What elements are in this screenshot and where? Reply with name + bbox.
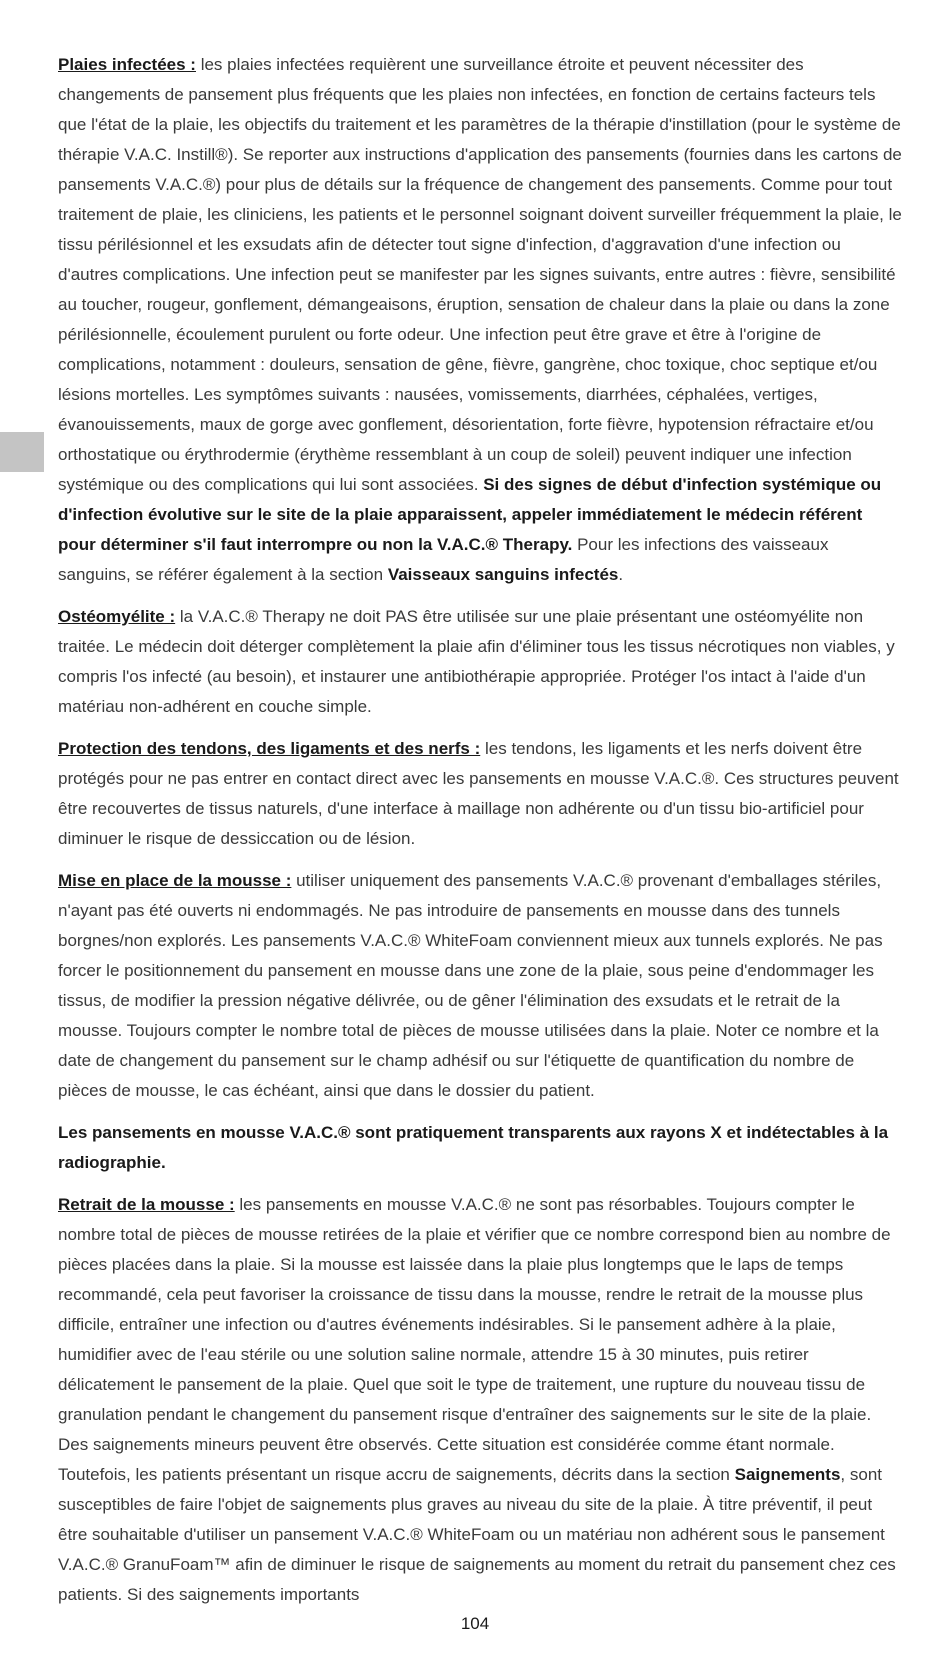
warning-systemic-infection: Si des signes de début d'infection systémique ou d'infection évolutive sur le site de la plaie apparaissent, appeler immédiatement le médecin référent pour déterminer s'il faut interrompre ou non la V.A.C.® Therapy. <box>58 475 882 554</box>
paragraph-osteomyelitis <box>58 602 904 722</box>
heading-foam-placement: Mise en place de la mousse : <box>58 871 292 890</box>
reference-bleeding: Saignements <box>734 1465 841 1484</box>
heading-infected-wounds: Plaies infectées : <box>58 55 196 74</box>
text-infected-wounds-1: les plaies infectées requièrent une surveillance étroite et peuvent nécessiter des changements de pansement plus fréquents que les plaies non infectées, en fonction de certains facteurs tels que l'état de la plaie, les objectifs du traitement et les paramètres de la thérapie d'instillation (pour le système de thérapie V.A.C. Instill®). Se reporter aux instructions d'application des pansements (fournies dans les cartons de pansements V.A.C.®) pour plus de détails sur la fréquence de changement des pansements. Comme pour tout traitement de plaie, les cliniciens, les patients et le personnel soignant doivent surveiller fréquemment la plaie, le tissu périlésionnel et les exsudats afin de détecter tout signe d'infection, d'aggravation d'une infection ou d'autres complications. Une infection peut se manifester par les signes suivants, entre autres : fièvre, sensibilité au toucher, rougeur, gonflement, démangeaisons, éruption, sensation de chaleur dans la plaie ou dans la zone périlésionnelle, écoulement purulent ou forte odeur. Une infection peut être grave et être à l'origine de complications, notamment : douleurs, sensation de gêne, fièvre, gangrène, choc toxique, choc septique et/ou lésions mortelles. Les symptômes suivants : nausées, vomissements, diarrhées, céphalées, vertiges, évanouissements, maux de gorge avec gonflement, désorientation, forte fièvre, hypotension réfractaire et/ou orthostatique ou érythrodermie (érythème ressemblant à un coup de soleil) peuvent indiquer une infection systémique ou des complications qui lui sont associées. <box>58 55 902 494</box>
section-tab-marker <box>0 432 44 472</box>
paragraph-radiography <box>58 1118 904 1178</box>
text-foam-removal-2: , sont susceptibles de faire l'objet de saignements plus graves au niveau du site de la plaie. À titre préventif, il peut être souhaitable d'utiliser un pansement V.A.C.® WhiteFoam ou un matériau non adhérent sous le pansement V.A.C.® GranuFoam™ afin de diminuer le risque de saignements au moment du retrait du pansement chez ces patients. Si des saignements importants <box>58 1465 896 1604</box>
page-number: 104 <box>460 1614 490 1633</box>
text-osteomyelitis: la V.A.C.® Therapy ne doit PAS être utilisée sur une plaie présentant une ostéomyélite non traitée. Le médecin doit déterger complètement la plaie afin d'éliminer tous les tissus nécrotiques non viables, y compris l'os infecté (au besoin), et instaurer une antibiothérapie appropriée. Protéger l'os intact à l'aide d'un matériau non-adhérent en couche simple. <box>58 607 895 716</box>
reference-infected-blood-vessels: Vaisseaux sanguins infectés <box>387 565 619 584</box>
text-infected-wounds-3: . <box>618 565 624 584</box>
paragraph-foam-removal <box>58 1190 904 1610</box>
notice-radiography: Les pansements en mousse V.A.C.® sont pratiquement transparents aux rayons X et indétectables à la radiographie. <box>58 1123 889 1172</box>
paragraph-tendons <box>58 734 904 854</box>
text-foam-removal-1: les pansements en mousse V.A.C.® ne sont pas résorbables. Toujours compter le nombre total de pièces de mousse retirées de la plaie et vérifier que ce nombre correspond bien au nombre de pièces placées dans la plaie. Si la mousse est laissée dans la plaie plus longtemps que le laps de temps recommandé, cela peut favoriser la croissance de tissu dans la mousse, rendre le retrait de la mousse plus difficile, entraîner une infection ou d'autres événements indésirables. Si le pansement adhère à la plaie, humidifier avec de l'eau stérile ou une solution saline normale, attendre 15 à 30 minutes, puis retirer délicatement le pansement de la plaie. Quel que soit le type de traitement, une rupture du nouveau tissu de granulation pendant le changement du pansement risque d'entraîner des saignements sur le site de la plaie. Des saignements mineurs peuvent être observés. Cette situation est considérée comme étant normale. Toutefois, les patients présentant un risque accru de saignements, décrits dans la section <box>58 1195 891 1484</box>
text-foam-placement: utiliser uniquement des pansements V.A.C.® provenant d'emballages stériles, n'ayant pas été ouverts ni endommagés. Ne pas introduire de pansements en mousse dans des tunnels borgnes/non explorés. Les pansements V.A.C.® WhiteFoam conviennent mieux aux tunnels explorés. Ne pas forcer le positionnement du pansement en mousse dans une zone de la plaie, sous peine d'endommager les tissus, de modifier la pression négative délivrée, ou de gêner l'élimination des exsudats et le retrait de la mousse. Toujours compter le nombre total de pièces de mousse utilisées dans la plaie. Noter ce nombre et la date de changement du pansement sur le champ adhésif ou sur l'étiquette de quantification du nombre de pièces de mousse, le cas échéant, ainsi que dans le dossier du patient. <box>58 871 883 1100</box>
heading-foam-removal: Retrait de la mousse : <box>58 1195 235 1214</box>
paragraph-foam-placement <box>58 866 904 1106</box>
heading-osteomyelitis: Ostéomyélite : <box>58 607 176 626</box>
paragraph-infected-wounds <box>58 50 904 590</box>
text-infected-wounds-2: Pour les infections des vaisseaux sanguins, se référer également à la section <box>58 535 829 584</box>
text-tendons: les tendons, les ligaments et les nerfs doivent être protégés pour ne pas entrer en contact direct avec les pansements en mousse V.A.C.®. Ces structures peuvent être recouvertes de tissus naturels, d'une interface à maillage non adhérente ou d'un tissu bio-artificiel pour diminuer le risque de dessiccation ou de lésion. <box>58 739 899 848</box>
document-body <box>58 50 904 1622</box>
heading-tendons: Protection des tendons, des ligaments et des nerfs : <box>58 739 481 758</box>
